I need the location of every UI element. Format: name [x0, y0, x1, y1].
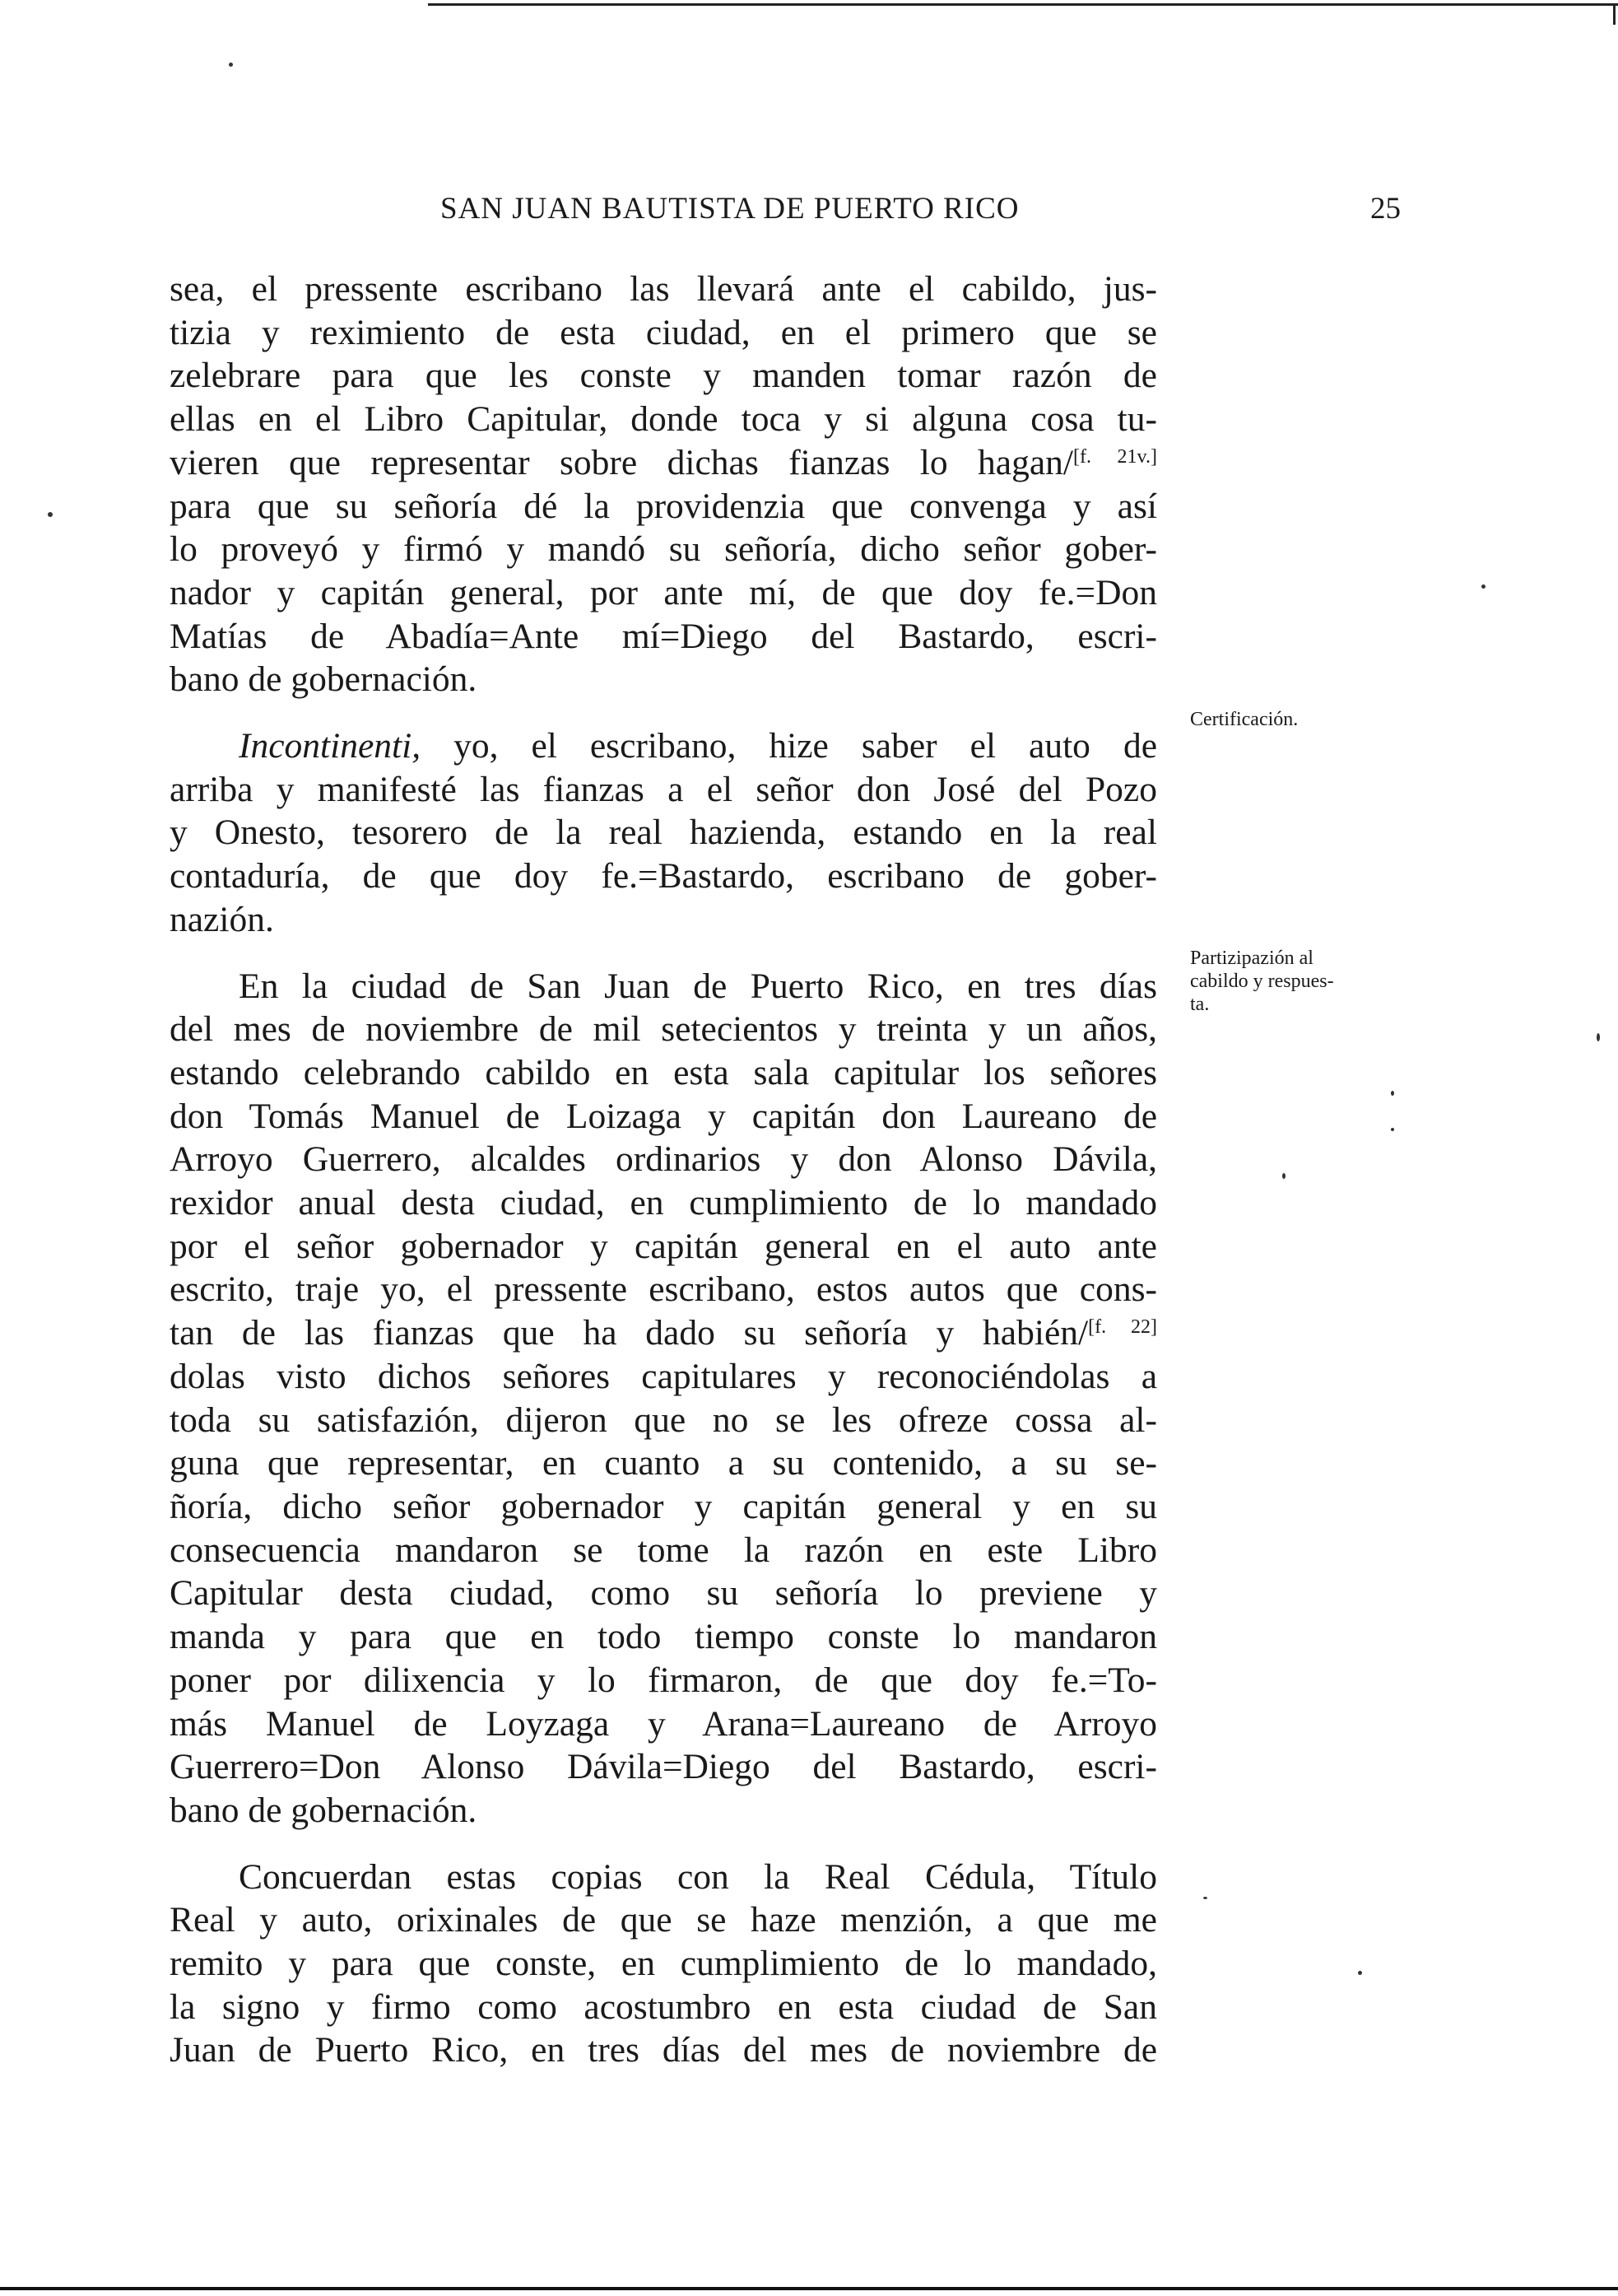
- paragraph-4: [170, 1856, 1157, 2073]
- text-line: Capitular desta ciudad, como su señoría lo previene y: [170, 1573, 1157, 1614]
- margin-note-certificacion: [1190, 708, 1404, 731]
- text-line: del mes de noviembre de mil setecientos y treinta y un años,: [170, 1009, 1157, 1050]
- text-line: poner por dilixencia y lo firmaron, de que doy fe.=To-: [170, 1660, 1157, 1700]
- text-line: rexidor anual desta ciudad, en cumplimiento de lo mandado: [170, 1183, 1157, 1223]
- scan-speck: [1358, 1971, 1362, 1975]
- text-fragment: yo, el escribano, hize saber el auto de: [421, 726, 1157, 766]
- text-line: por el señor gobernador y capitán general en el auto ante: [170, 1226, 1157, 1266]
- margin-note-partizipazion: [1190, 947, 1437, 1016]
- text-line: sea, el pressente escribano las llevará ante el cabildo, jus-: [170, 269, 1157, 309]
- text-line: estando celebrando cabildo en esta sala capitular los señores: [170, 1052, 1157, 1092]
- paragraph-1: [170, 268, 1157, 701]
- text-line: Concuerdan estas copias con la Real Cédula, Título: [239, 1856, 1157, 1897]
- main-text: [170, 268, 1157, 2072]
- text-line: zelebrare para que les conste y manden tomar razón de: [170, 356, 1157, 396]
- text-line: ñoría, dicho señor gobernador y capitán general y en su: [170, 1486, 1157, 1526]
- folio-reference: [f. 22]: [1088, 1316, 1157, 1339]
- scan-speck: [1391, 1128, 1394, 1131]
- text-line: más Manuel de Loyzaga y Arana=Laureano de Arroyo: [170, 1703, 1157, 1744]
- text-line: bano de gobernación.: [170, 1790, 477, 1830]
- text-line: [170, 724, 1157, 768]
- text-fragment: vieren que representar sobre dichas fianzas lo hagan/: [170, 442, 1074, 482]
- text-line: Real y auto, orixinales de que se haze menzión, a que me: [170, 1900, 1157, 1940]
- text-line: Matías de Abadía=Ante mí=Diego del Bastardo, escri-: [170, 616, 1157, 656]
- text-line: nador y capitán general, por ante mí, de que doy fe.=Don: [170, 572, 1157, 612]
- text-line: escrito, traje yo, el pressente escribano, estos autos que cons-: [170, 1269, 1157, 1310]
- paragraph-3: [170, 965, 1157, 1833]
- text-line: nazión.: [170, 899, 274, 939]
- top-edge-corner: [1613, 3, 1616, 25]
- text-line: don Tomás Manuel de Loizaga y capitán don Laureano de: [170, 1096, 1157, 1136]
- text-line: Juan de Puerto Rico, en tres días del mes de noviembre de: [170, 2030, 1157, 2070]
- text-line: manda y para que en todo tiempo conste lo mandaron: [170, 1617, 1157, 1657]
- text-line: dolas visto dichos señores capitulares y reconociéndolas a: [170, 1356, 1157, 1396]
- text-fragment: tan de las fianzas que ha dado su señoría y habién/: [170, 1313, 1089, 1353]
- text-line: Arroyo Guerrero, alcaldes ordinarios y don Alonso Dávila,: [170, 1139, 1157, 1180]
- scan-speck: [229, 63, 233, 67]
- scan-speck: [1597, 1033, 1600, 1041]
- margin-note-line: Partizipazión al: [1190, 948, 1313, 969]
- text-line: [170, 1311, 1157, 1355]
- text-line: bano de gobernación.: [170, 659, 477, 700]
- scan-speck: [1481, 584, 1485, 589]
- text-line: consecuencia mandaron se tome la razón en este Libro: [170, 1530, 1157, 1570]
- text-line: y Onesto, tesorero de la real hazienda, estando en la real: [170, 813, 1157, 853]
- text-line: lo proveyó y firmó y mandó su señoría, dicho señor gober-: [170, 529, 1157, 570]
- text-line: para que su señoría dé la providenzia que convenga y así: [170, 486, 1157, 526]
- text-line: toda su satisfazión, dijeron que no se les ofreze cossa al-: [170, 1399, 1157, 1440]
- latin-term: Incontinenti,: [239, 726, 421, 766]
- margin-note-text: Certificación.: [1190, 709, 1299, 730]
- text-line: contaduría, de que doy fe.=Bastardo, escribano de gober-: [170, 856, 1157, 897]
- paragraph-2: [170, 724, 1157, 942]
- scan-speck: [1391, 1091, 1394, 1096]
- text-line: ellas en el Libro Capitular, donde toca y si alguna cosa tu-: [170, 399, 1157, 440]
- text-line: En la ciudad de San Juan de Puerto Rico, en tres días: [239, 966, 1157, 1006]
- scan-speck: [1282, 1173, 1286, 1179]
- margin-note-line: ta.: [1190, 994, 1210, 1015]
- scan-speck: [1203, 1897, 1207, 1899]
- text-line: Guerrero=Don Alonso Dávila=Diego del Bastardo, escri-: [170, 1747, 1157, 1787]
- text-line: guna que representar, en cuanto a su contenido, a su se-: [170, 1443, 1157, 1483]
- page-number: 25: [1370, 192, 1401, 226]
- bottom-edge-rule: [0, 2287, 1618, 2290]
- scan-speck: [48, 512, 53, 517]
- running-head: SAN JUAN BAUTISTA DE PUERTO RICO: [440, 192, 1020, 226]
- text-line: arriba y manifesté las fianzas a el señor don José del Pozo: [170, 769, 1157, 809]
- folio-reference: [f. 21v.]: [1073, 445, 1157, 468]
- text-line: la signo y firmo como acostumbro en esta ciudad de San: [170, 1986, 1157, 2027]
- top-edge-rule: [428, 3, 1618, 6]
- text-line: remito y para que conste, en cumplimiento de lo mandado,: [170, 1944, 1157, 1984]
- margin-note-line: cabildo y respues-: [1190, 971, 1334, 992]
- text-line: [170, 441, 1157, 485]
- text-line: tizia y reximiento de esta ciudad, en el primero que se: [170, 312, 1157, 352]
